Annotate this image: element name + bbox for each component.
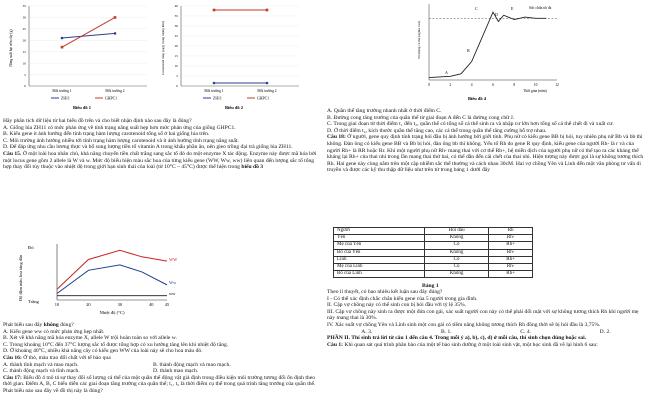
chart2-xtick-1: Môi trường 1 [204, 89, 224, 93]
q18-statement-1: I - Có thể xác định chắc chắn kiểu gene của 5 người trong gia đình. [327, 295, 478, 302]
q18-answer-b: B. 1. [440, 328, 452, 335]
chart2-title: Biểu đồ 2 [224, 105, 244, 110]
chart4-annotation-C: C [475, 6, 478, 11]
q18-answer-c: C. 4. [520, 328, 532, 335]
q17-option-c: C. Trong giai đoạn từ thời điểm t₁ đến t₂, quần thể có tổng số cá thể sinh ra và nhập cư lớn hơn tổng số cá thể chết đi và xuất cư. [327, 121, 614, 128]
table-cell: Không [424, 249, 488, 256]
chart1-ytick: 5 [24, 72, 26, 77]
q15-ref: biểu đồ 3 [241, 164, 264, 171]
chart1-ytick: 10 [22, 61, 26, 66]
chart3-legend-Ww: Ww [169, 280, 177, 285]
table-header-cell: Người [334, 228, 425, 235]
chart4-xtick: 12 [555, 83, 559, 87]
table-cell: Có [424, 242, 488, 249]
q16-option-b: B. thành động mạch và mao mạch. [153, 361, 231, 368]
chart2-xtick-2: Môi trường 2 [257, 89, 277, 93]
chart3-series-ww-hetero [57, 265, 167, 294]
chart1-point [114, 16, 117, 19]
chart-1 [7, 0, 157, 116]
q16-options-row2 [3, 368, 319, 375]
chart3-legend-ww: ww [169, 291, 176, 296]
q17-option-a: A. Quần thể tăng trưởng nhanh nhất ở thời điểm C. [327, 108, 442, 114]
chart4-annotation-B: B [467, 48, 470, 53]
q16-text: Ở thỏ, màu trao đổi chất với tế bào qua [23, 354, 111, 361]
q18-text: Ở người, gene quy định tính trạng hói đầu bị ảnh hưởng bởi giới tính. Phụ nữ có kiểu gene BB bị hói, tuy nhiên phụ nữ Bb và bb thì không. Đàn ông có kiểu gene BB và Bb bị hói, đàn ông bb thì không. Yếu tố Rh do gene R quy định, kiểu gene của người Rh- là r và của người Rh+ là RR hoặc Rr. Khi một người phụ nữ Rh- mang thai với cơ thể Rh+, hệ miễn dịch của người phụ nữ có thể tạo ra các kháng thể kháng lại Rh+ của thai nhi trong lần mang thai thứ hai, có thể dẫn đến cái chết của thai nhi. Hiện tượng này được gọi là sự không tương thích Rh. Hai gene này cùng nằm trên một cặp nhiễm sắc thể thường và cách nhau 30cM. Hai vợ chồng Yên và Linh đến một văn phòng tư vấn di truyền và được các kỹ thu thập dữ liệu như trên từ trong bảng 1 dưới đây [327, 134, 644, 174]
q15-text: Ở một loài hoa nhân chủ, khả năng chuyển tiền chất trắng sang sắc tố đỏ do một enzyme X tác động. Enzyme này được mã hóa bởi một locus gene gồm 2 allele là W và w. Mức độ biểu hiện màu sắc hoa của từng kiểu gene (WW, Ww, ww) liên quan đến lượng sắc tố tổng hợp thay đổi tùy thuộc vào nhiệt độ trong giới hạn sinh thái của loài (từ 10°C – 45°C) được thể hiện trong [3, 150, 317, 171]
q17-label: Câu 17: [3, 374, 22, 381]
chart2-ylabel: Carotenoid tổng (μg/g trọng lượng khô) [161, 21, 165, 75]
chart1-xtick-2: Môi trường 2 [105, 89, 125, 93]
chart2-ytick: 10 [174, 64, 178, 69]
chart2-ytick: 35 [174, 14, 178, 19]
q15-option-b: B. Xét về khả năng mã hóa enzyme X, allele W trội hoàn toàn so với allele w. [3, 335, 177, 342]
chart2-ytick: 5 [176, 74, 178, 79]
chart2-point [266, 82, 269, 85]
q16-label: Câu 16: [3, 354, 22, 361]
q15-option-d: D. Ở khoảng 40°C, nhiều khả năng cây có kiểu gen WW của loài này sẽ cho hoa màu đỏ. [3, 348, 203, 355]
chart4-annotation-capacity: Sức chứa tối đa [529, 6, 552, 10]
table-header-cell: Hói đầu [424, 228, 488, 235]
chart1-legend-zh11: ZH11 [61, 96, 70, 101]
table-row [334, 271, 533, 278]
part-2-heading: PHẦN II. Thí sinh trả lời từ câu 1 đến câu 4. Trong mỗi ý a), b), c), d) ở mỗi câu, thí sinh chọn đúng hoặc sai. [327, 335, 587, 342]
table-cell: Bố của Yên [334, 249, 425, 256]
table-row [334, 249, 533, 256]
chart2-point [266, 9, 269, 12]
chart2-ytick: 15 [174, 54, 178, 59]
question-18 [327, 134, 645, 174]
chart3-xtick: 10 [54, 302, 60, 307]
q16-option-c: C. thành động mạch và tĩnh mạch. [3, 368, 80, 375]
chart2-ytick: 20 [174, 44, 178, 49]
chart1-ytick: 35 [22, 4, 26, 9]
q15-option-a: A. Kiểu gene ww có mức phản ứng hẹp nhất. [3, 328, 105, 335]
chart3-xtick: 30 [117, 302, 123, 307]
chart1-point [61, 46, 64, 49]
chart3-top-label: Đỏ [28, 245, 34, 250]
q15-label: Câu 15. [3, 150, 22, 157]
chart2-ytick: 40 [174, 4, 178, 9]
chart3-ylabel: Độ đậm màu hoa tăng dần [18, 254, 23, 302]
chart1-ytick: 20 [22, 38, 26, 43]
chart1-ytick: 25 [22, 27, 26, 32]
table-header-row [334, 228, 533, 235]
table-cell: Mẹ của Linh [334, 263, 425, 270]
chart-2 [159, 0, 309, 116]
q18-statement-2: II. Cặp vợ chồng này có thể sinh con bị hói đầu với tỷ lệ 35%. [327, 302, 467, 309]
part2-question-1 [327, 342, 645, 349]
table-cell: Không [424, 271, 488, 278]
chart4-xtick: 2 [449, 83, 452, 87]
chart2-point [213, 82, 216, 85]
q16-option-d: D. thành mao mạch. [153, 368, 199, 375]
chart2-ytick: 25 [174, 34, 178, 39]
chart1-series-zh11 [62, 33, 115, 38]
chart2-ytick: 0 [176, 84, 178, 89]
table-cell: Bố của Linh [334, 271, 425, 278]
question-intro: Hãy phân tích dữ liệu từ hai biểu đồ trên và cho biết nhận định nào sau đây là đúng? [3, 118, 192, 124]
chart1-legend-ghpc1: GHPC1 [105, 96, 118, 101]
chart1-ylabel: Năng suất hạt trên cây (g) [9, 29, 13, 67]
table-row [334, 263, 533, 270]
chart1-ytick: 15 [22, 49, 26, 54]
chart4-xtick: 4 [470, 83, 473, 87]
option-a: A. Giống lúa ZH11 có mức phản ứng về tính trạng năng suất hẹp hơn mức phản ứng của giống GHPC1. [3, 124, 236, 131]
q18-stem: Theo lí thuyết, có bao nhiêu kết luận sau đây đúng? [327, 289, 443, 295]
chart3-series-ww-dominant [57, 250, 167, 289]
chart4-series [429, 12, 546, 77]
q18-statement-4: IV. Xác suất vợ chồng Yên và Linh sinh một con gái có tiềm năng không tương thích Rh đồng thời sẽ bị hói đầu là 3,75%. [327, 321, 601, 328]
table-cell: Rh+ [489, 256, 533, 263]
chart4-ylabel: Số lượng cá thể (nghìn con) [417, 21, 421, 59]
option-d: D. Để đáp ứng nhu cầu lương thực và bổ sung lượng tiền tố vitamin A trong khẩu phần ăn, nên gieo trồng đại trà giống lúa ZH11. [3, 144, 293, 151]
table-cell: Không [424, 235, 488, 242]
table-caption: Bảng 1 [422, 283, 439, 289]
table-cell: Rh+ [489, 271, 533, 278]
chart4-xtick: 8 [513, 83, 516, 87]
chart1-point [114, 32, 117, 35]
q15-not: không [43, 322, 59, 328]
q18-statement-3: III. Cặp vợ chồng này sinh ra được một đứa con gái, xác suất người con này có thể phải đối mặt với sự không tương thích Rh khi người mẹ này mang thai là 30%. [327, 308, 639, 322]
question-15 [3, 151, 319, 171]
table-header-cell: Rh [489, 228, 533, 235]
chart3-xtick: 40 [149, 302, 154, 307]
q18-answer-d: D. 2. [599, 328, 611, 335]
table-cell: Rh- [489, 249, 533, 256]
table-row [334, 242, 533, 249]
chart3-xtick: 45 [164, 302, 170, 307]
table-cell: Có [424, 256, 488, 263]
chart4-title: Biểu đồ 4 [467, 96, 487, 101]
table-cell: Mẹ của Yên [334, 242, 425, 249]
table-cell: Yên [334, 235, 425, 242]
q15-end: đúng? [60, 322, 74, 328]
chart4-annotation-E: E [511, 6, 514, 11]
q17-text: Biểu đồ 4 mô tả sự thay đổi số lượng cá thể của một quần thể động vật giả định trong điều kiện môi trường tương đối ổn định theo thời gian. Điểm A, B, C biểu diễn các giai đoạn tăng trưởng của quần thể; t₁, t₂ là thời điểm cụ thể trong quá trình tăng trưởng của quần thể. Phát biểu nào sau đây về đồ thị này là đúng? [3, 374, 316, 394]
right-column [327, 0, 645, 413]
chart3-legend-WW: WW [169, 257, 178, 262]
right-questions-bottom [327, 289, 645, 348]
q16-option-a: A. thành tĩnh mạch và mao mạch. [3, 361, 79, 368]
chart4-xtick: 10 [533, 83, 538, 87]
table-cell: Linh [334, 256, 425, 263]
chart1-xtick-1: Môi trường 1 [52, 89, 72, 93]
table-cell: Rh- [489, 263, 533, 270]
q15-option-c: C. Trong khoảng 10°C đến 37°C lượng sắc tố được tổng hợp có xu hướng tăng lên khi nhiệt độ tăng. [3, 341, 229, 348]
chart1-series-ghpc1 [62, 17, 115, 47]
option-b: B. Kiểu gene ít ảnh hưởng đến tính trạng hàm lượng carotenoid tổng số ở hai giống lúa trên. [3, 131, 210, 138]
right-questions-top [327, 108, 645, 174]
chart2-legend-zh11: ZH11 [213, 96, 222, 101]
table-cell: Rh- [489, 235, 533, 242]
chart4-xtick: 0 [428, 83, 430, 87]
chart3-xtick: 20 [86, 302, 91, 307]
chart2-point [213, 9, 216, 12]
table-row [334, 235, 533, 242]
left-questions-bottom [3, 322, 319, 395]
question-17 [3, 375, 319, 395]
table-cell: Rh+ [489, 242, 533, 249]
chart1-title: Biểu đồ 1 [72, 105, 92, 110]
q18-label: Câu 18: [327, 134, 346, 141]
q16-options-row1 [3, 362, 319, 369]
chart-3 [17, 242, 227, 318]
chart2-legend-ghpc1: GHPC1 [257, 96, 270, 101]
chart4-xtick: 6 [492, 83, 494, 87]
q17-option-d: D. Ở thời điểm t₂, kích thước quần thể tăng cao, các cá thể trong quần thể tăng cường hỗ trợ nhau. [327, 127, 547, 134]
genetics-table [333, 227, 533, 278]
p2q1-label: Câu 1: [327, 341, 344, 348]
chart4-xlabel: Thời gian (năm) [523, 89, 547, 93]
chart1-ytick: 0 [24, 84, 26, 89]
q17-option-b: B. Đường cong tăng trưởng của quần thể từ giai đoạn A đến C là đường cong chữ J. [327, 114, 515, 121]
chart4-annotation-A: A [445, 70, 448, 75]
table-cell: Có [424, 263, 488, 270]
chart2-ytick: 30 [174, 24, 178, 29]
question-16 [3, 355, 319, 362]
left-column [3, 0, 321, 413]
chart3-xlabel: Nhiệt độ (°C) [99, 310, 125, 315]
p2q1-text: Khi quan sát quá trình phân bào của một tế bào sinh dưỡng ở một loài sinh vật, một học sinh đã vẽ lại hình 6 sau: [344, 341, 598, 348]
table-row [334, 256, 533, 263]
chart1-point [61, 37, 64, 40]
chart1-ytick: 30 [22, 15, 26, 20]
chart3-bottom-label: Trắng [28, 299, 39, 304]
q18-answer-a: A. 3. [361, 328, 373, 335]
left-questions-top [3, 118, 319, 171]
q15-stem-text: Phát biểu sau đây [3, 322, 43, 328]
q15-stem [3, 322, 319, 329]
chart4-annotation-D: D [495, 12, 498, 17]
chart-4 [415, 0, 565, 104]
option-c: C. Môi trường ảnh hưởng nhiều tới tính trạng hàm lượng carotenoid và ít ảnh hưởng tính trạng năng suất. [3, 137, 239, 144]
